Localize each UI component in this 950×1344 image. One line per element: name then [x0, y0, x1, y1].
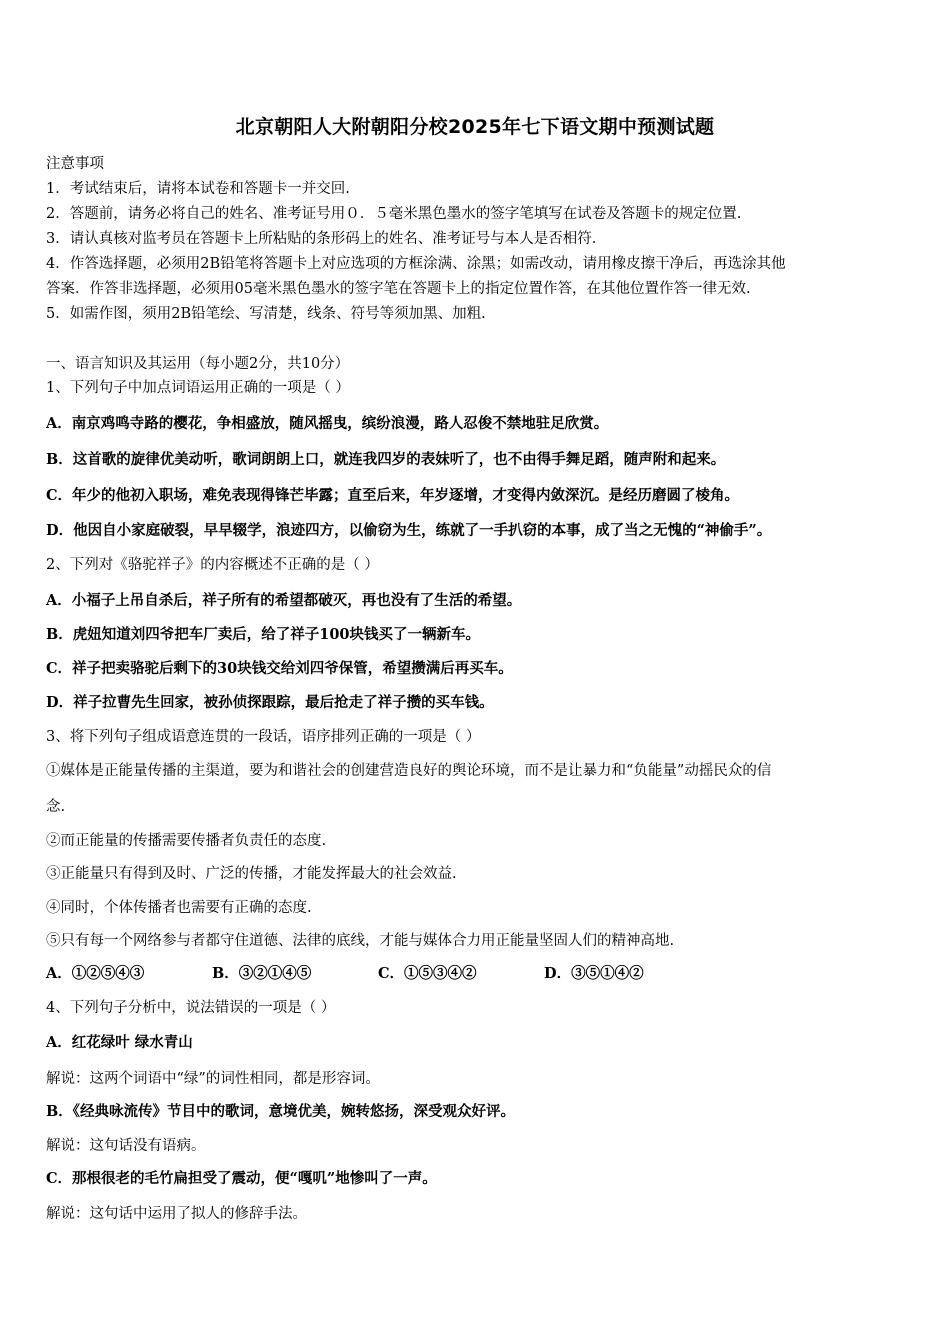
explanation: 解说：这两个词语中“绿”的词性相同，都是形容词。 [46, 1071, 380, 1087]
notice-item: 4．作答选择题，必须用2B铅笔将答题卡上对应选项的方框涂满、涂黑；如需改动，请用橡皮擦干净后，再选涂其他 [46, 256, 786, 272]
explanation: 解说：这句话中运用了拟人的修辞手法。 [46, 1206, 307, 1222]
question-stem: 4、下列句子分析中，说法错误的一项是（ ） [46, 1000, 336, 1016]
option-d: D．祥子拉曹先生回家，被孙侦探跟踪，最后抢走了祥子攒的买车钱。 [46, 694, 494, 711]
sentence-4: ④同时，个体传播者也需要有正确的态度. [46, 900, 312, 916]
option-b: B．这首歌的旋律优美动听，歌词朗朗上口，就连我四岁的表妹听了，也不由得手舞足蹈，随声附和起来。 [46, 451, 726, 468]
page-title: 北京朝阳人大附朝阳分校2025年七下语文期中预测试题 [235, 116, 715, 138]
option-b: B．③②①④⑤ [212, 965, 312, 982]
notice-item: 3．请认真核对监考员在答题卡上所粘贴的条形码上的姓名、准考证号与本人是否相符. [46, 231, 597, 247]
sentence-5: ⑤只有每一个网络参与者都守住道德、法律的底线，才能与媒体合力用正能量坚固人们的精神高地. [46, 933, 675, 949]
option-c: C．那根很老的毛竹扁担受了震动，便“嘎叽”地惨叫了一声。 [46, 1170, 437, 1187]
option-b: B．《经典咏流传》节目中的歌词，意境优美，婉转悠扬，深受观众好评。 [46, 1103, 516, 1120]
question-stem: 3、将下列句子组成语意连贯的一段话，语序排列正确的一项是（ ） [46, 729, 481, 745]
notice-item: 2．答题前，请务必将自己的姓名、准考证号用０．５毫米黑色墨水的签字笔填写在试卷及答题卡的规定位置. [46, 206, 742, 222]
section-heading: 一、语言知识及其运用（每小题2分，共10分） [46, 356, 350, 372]
notice-item: 答案．作答非选择题，必须用05毫米黑色墨水的签字笔在答题卡上的指定位置作答，在其他位置作答一律无效. [46, 281, 751, 297]
sentence-2: ②而正能量的传播需要传播者负责任的态度. [46, 833, 327, 849]
option-b: B．虎妞知道刘四爷把车厂卖后，给了祥子100块钱买了一辆新车。 [46, 626, 481, 643]
sentence-1-cont: 念. [46, 799, 66, 815]
option-c: C．祥子把卖骆驼后剩下的30块钱交给刘四爷保管，希望攒满后再买车。 [46, 660, 513, 677]
option-a: A．南京鸡鸣寺路的樱花，争相盛放，随风摇曳，缤纷浪漫，路人忍俊不禁地驻足欣赏。 [46, 415, 609, 432]
sentence-3: ③正能量只有得到及时、广泛的传播，才能发挥最大的社会效益. [46, 866, 457, 882]
option-d: D．他因自小家庭破裂，早早辍学，浪迹四方，以偷窃为生，练就了一手扒窃的本事，成了当之无愧的“神偷手”。 [46, 522, 772, 539]
explanation: 解说：这句话没有语病。 [46, 1138, 206, 1154]
option-d: D．③⑤①④② [544, 965, 644, 982]
question-stem: 2、下列对《骆驼祥子》的内容概述不正确的是（ ） [46, 557, 379, 573]
notice-heading: 注意事项 [46, 156, 104, 172]
option-a: A．①②⑤④③ [46, 965, 145, 982]
question-stem: 1、下列句子中加点词语运用正确的一项是（ ） [46, 380, 350, 396]
q3-options [46, 962, 710, 983]
option-a: A．小福子上吊自杀后，祥子所有的希望都破灭，再也没有了生活的希望。 [46, 592, 522, 609]
option-c: C．年少的他初入职场，难免表现得锋芒毕露；直至后来，年岁逐增，才变得内敛深沉。是经历磨圆了棱角。 [46, 487, 740, 504]
notice-item: 5．如需作图，须用2B铅笔绘、写清楚，线条、符号等须加黑、加粗. [46, 306, 486, 322]
sentence-1: ①媒体是正能量传播的主渠道，要为和谐社会的创建营造良好的舆论环境，而不是让暴力和“负能量”动摇民众的信 [46, 763, 772, 779]
notice-item: 1．考试结束后，请将本试卷和答题卡一并交回. [46, 181, 350, 197]
option-c: C．①⑤③④② [378, 965, 477, 982]
option-a: A．红花绿叶 绿水青山 [46, 1034, 193, 1051]
